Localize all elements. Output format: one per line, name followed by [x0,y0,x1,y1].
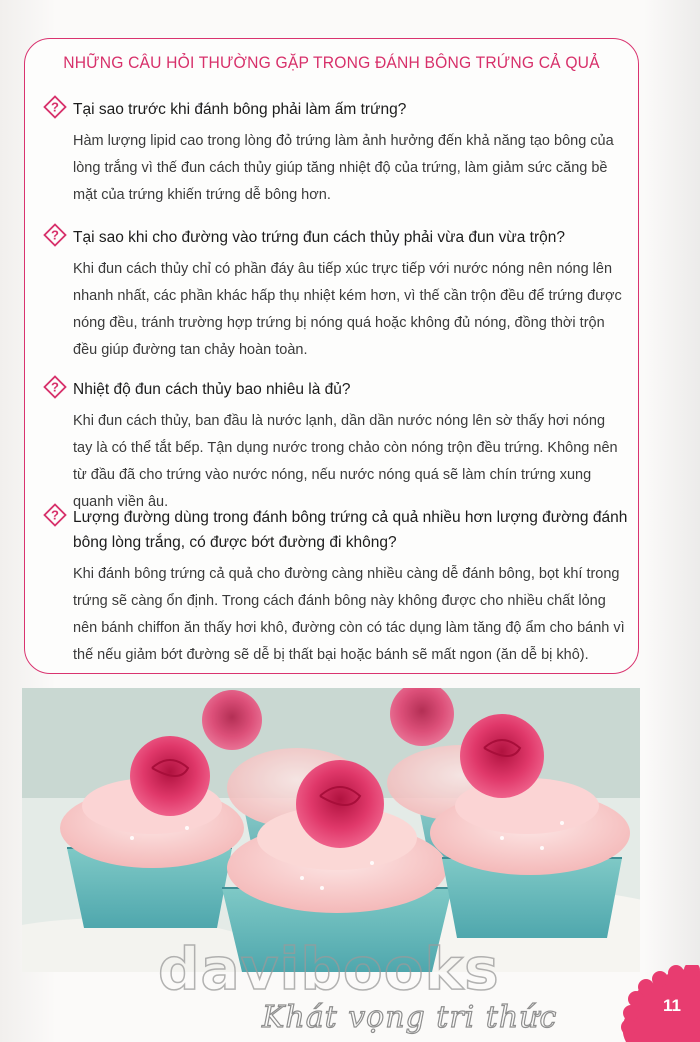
question-row [43,505,628,555]
faq-box [24,38,639,674]
question-diamond-icon [43,95,67,119]
answer-text: Hàm lượng lipid cao trong lòng đỏ trứng làm ảnh hưởng đến khả năng tạo bông của lòng trắng vì thế đun cách thủy giúp tăng nhiệt độ của trứng, làm giảm sức căng bề mặt của trứng khiến trứng dễ bông hơn. [73,133,614,203]
faq-item-1 [43,97,628,209]
cupcakes-illustration [22,688,640,972]
faq-title: NHỮNG CÂU HỎI THƯỜNG GẶP TRONG ĐÁNH BÔNG TRỨNG CẢ QUẢ [63,53,600,72]
page-number: 11 [663,996,681,1015]
answer-text: Khi đun cách thủy chỉ có phần đáy âu tiếp xúc trực tiếp với nước nóng nên nóng lên nhanh nhất, các phần khác hấp thụ nhiệt kém hơn, vì thế cần trộn đều để trứng được nóng đều, tránh trường hợp trứng bị nóng quá hoặc không đủ nóng, đồng thời trộn đều giúp đường tan chảy hoàn toàn. [73,261,622,358]
question-text: Lượng đường dùng trong đánh bông trứng cả quả nhiều hơn lượng đường đánh bông lòng trắng, có được bớt đường đi không? [73,509,628,551]
cupcakes-photo [22,688,640,972]
question-row [43,225,628,250]
svg-text:?: ? [51,507,59,523]
question-row [43,377,628,402]
publisher-slogan: Khát vọng tri thức [262,1000,558,1035]
question-text: Tại sao trước khi đánh bông phải làm ấm trứng? [73,101,407,118]
question-diamond-icon [43,223,67,247]
faq-item-3 [43,377,628,516]
faq-item-2 [43,225,628,364]
answer-text: Khi đánh bông trứng cả quả cho đường càng nhiều càng dễ đánh bông, bọt khí trong trứng sẽ càng ổn định. Trong cách đánh bông này không được cho nhiều chất lỏng nên bánh chiffon ăn thấy hơi khô, đường còn có tác dụng làm tăng độ ẩm cho bánh vì thế nếu giảm bớt đường sẽ dễ bị thất bại hoặc bánh sẽ mất ngon (ăn dễ bị khô). [73,566,625,663]
svg-text:?: ? [51,99,59,115]
question-row [43,97,628,122]
publisher-watermark: davibooks [158,935,500,1003]
question-text: Nhiệt độ đun cách thủy bao nhiêu là đủ? [73,381,351,398]
svg-text:?: ? [51,227,59,243]
svg-text:?: ? [51,379,59,395]
answer-text: Khi đun cách thủy, ban đầu là nước lạnh, dần dần nước nóng lên sờ thấy hơi nóng tay là có thể tắt bếp. Tận dụng nước trong chảo còn nóng trộn đều trứng. Không nên từ đầu đã cho trứng vào nước nóng, nếu nước nóng quá sẽ làm chín trứng xung quanh viền âu. [73,413,618,510]
faq-item-4 [43,505,628,669]
question-text: Tại sao khi cho đường vào trứng đun cách thủy phải vừa đun vừa trộn? [73,229,565,246]
question-diamond-icon [43,375,67,399]
question-diamond-icon [43,503,67,527]
